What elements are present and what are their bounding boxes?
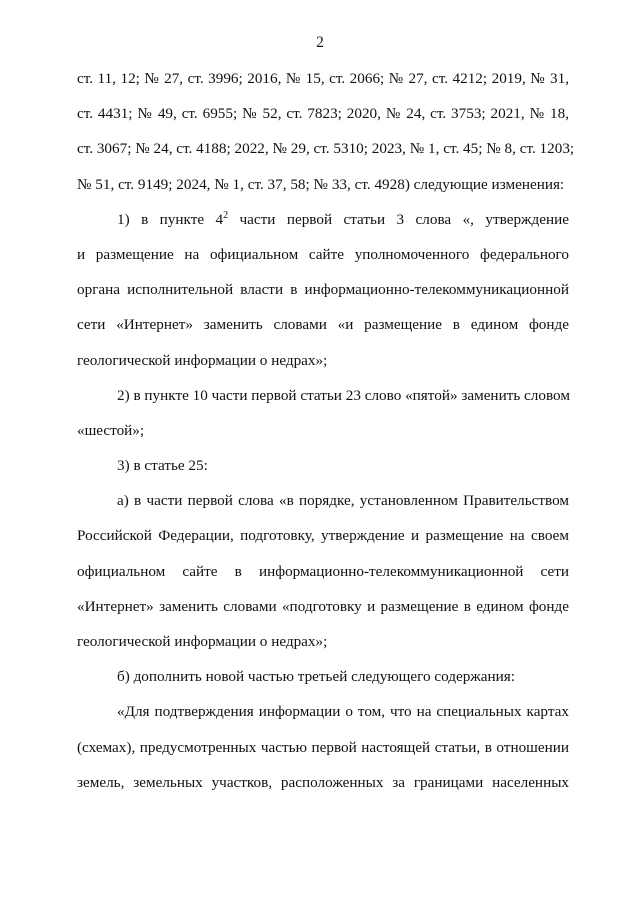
text-line: геологической информации о недрах»; <box>77 633 328 650</box>
text-line: 1) в пункте $4^2$ части первой статьи 3 слова «, утверждение <box>117 209 569 228</box>
document-body <box>77 70 575 809</box>
text-line: «Интернет» заменить словами «подготовку и размещение в едином фонде <box>77 597 569 615</box>
text-line: (схемах), предусмотренных частью первой настоящей статьи, в отношении <box>77 738 569 756</box>
text-line: «шестой»; <box>77 421 145 439</box>
text-line: геологической информации о недрах»; <box>77 351 328 369</box>
text-line: земель, земельных участков, расположенных за границами населенных <box>77 773 569 791</box>
text-line: ст. 3067; № 24, ст. 4188; 2022, № 29, ст. 5310; 2023, № 1, ст. 45; № 8, ст. 1203; <box>77 140 575 158</box>
text-line: и размещение на официальном сайте уполномоченного федерального <box>77 245 569 263</box>
text-line: а) в части первой слова «в порядке, установленном Правительством <box>117 492 569 510</box>
text-line: официальном сайте в информационно-телекоммуникационной сети <box>77 562 569 580</box>
text-line: ст. 11, 12; № 27, ст. 3996; 2016, № 15, ст. 2066; № 27, ст. 4212; 2019, № 31, <box>77 70 569 87</box>
text-line: ст. 4431; № 49, ст. 6955; № 52, ст. 7823; 2020, № 24, ст. 3753; 2021, № 18, <box>77 105 569 123</box>
text-line: органа исполнительной власти в информационно-телекоммуникационной <box>77 281 569 299</box>
page-number: 2 <box>316 34 324 51</box>
text-line: Российской Федерации, подготовку, утверждение и размещение на своем <box>77 527 569 545</box>
text-line: № 51, ст. 9149; 2024, № 1, ст. 37, 58; № 33, ст. 4928) следующие изменения: <box>77 175 565 193</box>
text-line: б) дополнить новой частью третьей следующего содержания: <box>117 668 515 686</box>
text-line: сети «Интернет» заменить словами «и размещение в едином фонде <box>77 316 569 334</box>
text-line: 3) в статье 25: <box>117 457 208 475</box>
superscript: 2 <box>223 209 229 221</box>
text-line: 2) в пункте 10 части первой статьи 23 слово «пятой» заменить словом <box>117 386 570 404</box>
text-line: «Для подтверждения информации о том, что на специальных картах <box>117 703 569 721</box>
